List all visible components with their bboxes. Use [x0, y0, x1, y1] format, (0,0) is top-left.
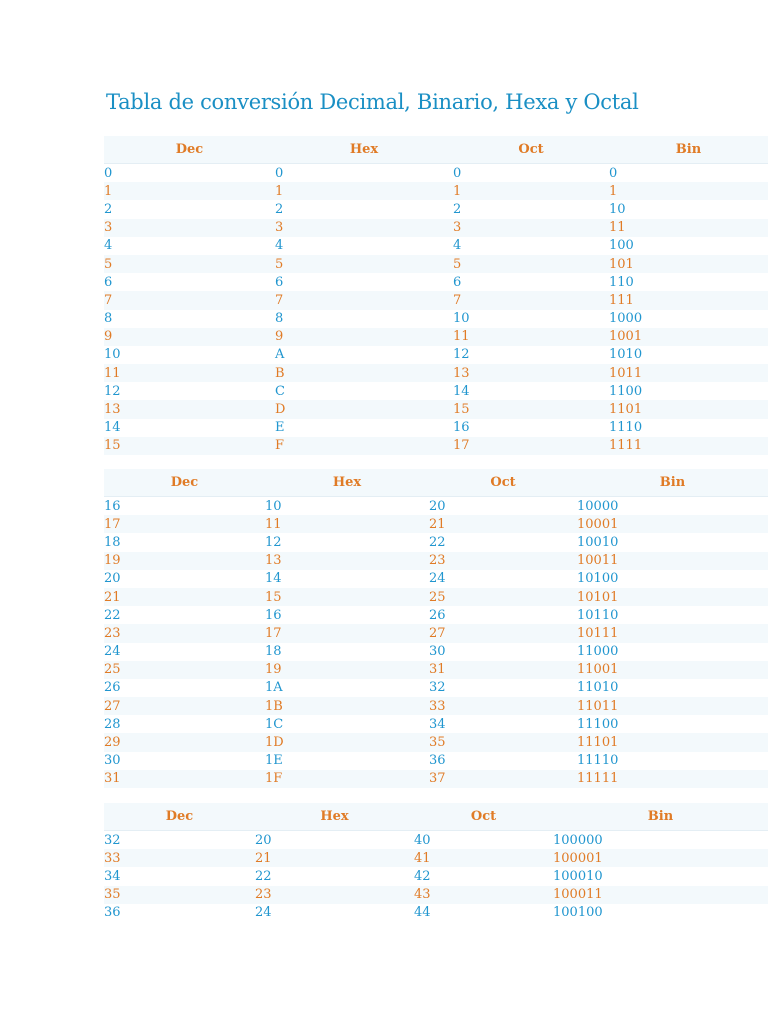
bin-cell: 11111	[577, 770, 768, 788]
table-row	[104, 904, 768, 922]
hex-cell: 1C	[265, 715, 429, 733]
oct-cell: 2	[453, 200, 609, 218]
hex-cell: 21	[255, 849, 414, 867]
oct-cell: 40	[414, 831, 553, 850]
table-row	[104, 570, 768, 588]
bin-cell: 1011	[609, 364, 768, 382]
oct-cell: 13	[453, 364, 609, 382]
table-row	[104, 588, 768, 606]
oct-cell: 27	[429, 624, 577, 642]
oct-cell: 3	[453, 219, 609, 237]
oct-cell: 21	[429, 515, 577, 533]
hex-cell: 13	[265, 552, 429, 570]
hex-cell: 8	[275, 310, 453, 328]
oct-cell: 23	[429, 552, 577, 570]
hex-cell: 18	[265, 643, 429, 661]
dec-cell: 3	[104, 219, 275, 237]
table-row	[104, 515, 768, 533]
dec-cell: 23	[104, 624, 265, 642]
bin-cell: 100001	[553, 849, 768, 867]
hex-cell: 20	[255, 831, 414, 850]
dec-cell: 17	[104, 515, 265, 533]
hex-cell: 10	[265, 497, 429, 516]
table-row	[104, 715, 768, 733]
oct-cell: 20	[429, 497, 577, 516]
dec-cell: 10	[104, 346, 275, 364]
hex-cell: 4	[275, 237, 453, 255]
dec-cell: 1	[104, 182, 275, 200]
oct-cell: 12	[453, 346, 609, 364]
table-header-row	[104, 803, 768, 831]
bin-cell: 1000	[609, 310, 768, 328]
table-row	[104, 886, 768, 904]
bin-cell: 11100	[577, 715, 768, 733]
table-row	[104, 643, 768, 661]
oct-cell: 32	[429, 679, 577, 697]
table-row	[104, 237, 768, 255]
hex-cell: 12	[265, 533, 429, 551]
bin-cell: 100010	[553, 867, 768, 885]
bin-cell: 10110	[577, 606, 768, 624]
hex-cell: 1A	[265, 679, 429, 697]
dec-cell: 7	[104, 291, 275, 309]
oct-cell: 42	[414, 867, 553, 885]
hex-cell: B	[275, 364, 453, 382]
oct-cell: 35	[429, 733, 577, 751]
table-row	[104, 273, 768, 291]
oct-cell: 17	[453, 437, 609, 455]
oct-cell: 16	[453, 419, 609, 437]
table-row	[104, 606, 768, 624]
table-row	[104, 328, 768, 346]
bin-cell: 100011	[553, 886, 768, 904]
bin-cell: 10	[609, 200, 768, 218]
header-oct: Oct	[453, 136, 609, 164]
oct-cell: 37	[429, 770, 577, 788]
oct-cell: 5	[453, 255, 609, 273]
bin-cell: 10101	[577, 588, 768, 606]
oct-cell: 31	[429, 661, 577, 679]
hex-cell: C	[275, 382, 453, 400]
table-row	[104, 200, 768, 218]
dec-cell: 29	[104, 733, 265, 751]
bin-cell: 1100	[609, 382, 768, 400]
hex-cell: 5	[275, 255, 453, 273]
hex-cell: 0	[275, 164, 453, 183]
header-bin: Bin	[553, 803, 768, 831]
dec-cell: 31	[104, 770, 265, 788]
table-row	[104, 552, 768, 570]
bin-cell: 101	[609, 255, 768, 273]
oct-cell: 0	[453, 164, 609, 183]
dec-cell: 32	[104, 831, 255, 850]
dec-cell: 5	[104, 255, 275, 273]
dec-cell: 25	[104, 661, 265, 679]
conversion-table-3	[104, 803, 768, 922]
table-row	[104, 400, 768, 418]
bin-cell: 10111	[577, 624, 768, 642]
hex-cell: 1D	[265, 733, 429, 751]
dec-cell: 18	[104, 533, 265, 551]
dec-cell: 0	[104, 164, 275, 183]
dec-cell: 11	[104, 364, 275, 382]
oct-cell: 43	[414, 886, 553, 904]
bin-cell: 10100	[577, 570, 768, 588]
table-row	[104, 661, 768, 679]
table-row	[104, 770, 768, 788]
oct-cell: 6	[453, 273, 609, 291]
table-row	[104, 364, 768, 382]
oct-cell: 24	[429, 570, 577, 588]
conversion-table-2	[104, 469, 768, 788]
hex-cell: 14	[265, 570, 429, 588]
hex-cell: 22	[255, 867, 414, 885]
table-row	[104, 255, 768, 273]
table-row	[104, 533, 768, 551]
table-row	[104, 346, 768, 364]
hex-cell: 7	[275, 291, 453, 309]
dec-cell: 2	[104, 200, 275, 218]
hex-cell: 11	[265, 515, 429, 533]
dec-cell: 13	[104, 400, 275, 418]
table-row	[104, 497, 768, 516]
bin-cell: 10001	[577, 515, 768, 533]
bin-cell: 111	[609, 291, 768, 309]
table-row	[104, 867, 768, 885]
oct-cell: 7	[453, 291, 609, 309]
header-bin: Bin	[577, 469, 768, 497]
conversion-table-1	[104, 136, 768, 455]
bin-cell: 100000	[553, 831, 768, 850]
oct-cell: 14	[453, 382, 609, 400]
bin-cell: 1101	[609, 400, 768, 418]
dec-cell: 24	[104, 643, 265, 661]
dec-cell: 9	[104, 328, 275, 346]
bin-cell: 100	[609, 237, 768, 255]
hex-cell: 1F	[265, 770, 429, 788]
table-row	[104, 752, 768, 770]
header-dec: Dec	[104, 803, 255, 831]
bin-cell: 110	[609, 273, 768, 291]
table-header-row	[104, 136, 768, 164]
hex-cell: 1B	[265, 697, 429, 715]
header-hex: Hex	[265, 469, 429, 497]
header-dec: Dec	[104, 136, 275, 164]
oct-cell: 34	[429, 715, 577, 733]
header-bin: Bin	[609, 136, 768, 164]
table-row	[104, 437, 768, 455]
hex-cell: 6	[275, 273, 453, 291]
dec-cell: 22	[104, 606, 265, 624]
oct-cell: 10	[453, 310, 609, 328]
bin-cell: 11110	[577, 752, 768, 770]
dec-cell: 12	[104, 382, 275, 400]
hex-cell: 16	[265, 606, 429, 624]
table-row	[104, 849, 768, 867]
bin-cell: 11101	[577, 733, 768, 751]
table-row	[104, 733, 768, 751]
header-dec: Dec	[104, 469, 265, 497]
bin-cell: 0	[609, 164, 768, 183]
hex-cell: 2	[275, 200, 453, 218]
bin-cell: 10000	[577, 497, 768, 516]
dec-cell: 34	[104, 867, 255, 885]
hex-cell: F	[275, 437, 453, 455]
bin-cell: 10011	[577, 552, 768, 570]
table-row	[104, 219, 768, 237]
table-row	[104, 182, 768, 200]
hex-cell: 1	[275, 182, 453, 200]
bin-cell: 11011	[577, 697, 768, 715]
hex-cell: E	[275, 419, 453, 437]
bin-cell: 11001	[577, 661, 768, 679]
table-row	[104, 679, 768, 697]
hex-cell: 17	[265, 624, 429, 642]
bin-cell: 11010	[577, 679, 768, 697]
oct-cell: 44	[414, 904, 553, 922]
oct-cell: 11	[453, 328, 609, 346]
oct-cell: 30	[429, 643, 577, 661]
dec-cell: 16	[104, 497, 265, 516]
header-hex: Hex	[275, 136, 453, 164]
dec-cell: 14	[104, 419, 275, 437]
dec-cell: 26	[104, 679, 265, 697]
table-row	[104, 831, 768, 850]
dec-cell: 36	[104, 904, 255, 922]
hex-cell: 15	[265, 588, 429, 606]
header-oct: Oct	[429, 469, 577, 497]
dec-cell: 28	[104, 715, 265, 733]
table-row	[104, 419, 768, 437]
table-row	[104, 310, 768, 328]
header-oct: Oct	[414, 803, 553, 831]
dec-cell: 21	[104, 588, 265, 606]
bin-cell: 1001	[609, 328, 768, 346]
dec-cell: 35	[104, 886, 255, 904]
hex-cell: 9	[275, 328, 453, 346]
oct-cell: 36	[429, 752, 577, 770]
dec-cell: 27	[104, 697, 265, 715]
oct-cell: 15	[453, 400, 609, 418]
dec-cell: 8	[104, 310, 275, 328]
bin-cell: 11000	[577, 643, 768, 661]
table-row	[104, 697, 768, 715]
hex-cell: 23	[255, 886, 414, 904]
dec-cell: 30	[104, 752, 265, 770]
table-row	[104, 164, 768, 183]
hex-cell: 19	[265, 661, 429, 679]
dec-cell: 15	[104, 437, 275, 455]
bin-cell: 1	[609, 182, 768, 200]
table-row	[104, 382, 768, 400]
bin-cell: 1010	[609, 346, 768, 364]
oct-cell: 4	[453, 237, 609, 255]
dec-cell: 19	[104, 552, 265, 570]
dec-cell: 6	[104, 273, 275, 291]
hex-cell: 3	[275, 219, 453, 237]
bin-cell: 1111	[609, 437, 768, 455]
bin-cell: 11	[609, 219, 768, 237]
oct-cell: 22	[429, 533, 577, 551]
bin-cell: 1110	[609, 419, 768, 437]
oct-cell: 33	[429, 697, 577, 715]
bin-cell: 100100	[553, 904, 768, 922]
table-row	[104, 624, 768, 642]
oct-cell: 41	[414, 849, 553, 867]
dec-cell: 20	[104, 570, 265, 588]
table-row	[104, 291, 768, 309]
dec-cell: 33	[104, 849, 255, 867]
oct-cell: 1	[453, 182, 609, 200]
header-hex: Hex	[255, 803, 414, 831]
hex-cell: A	[275, 346, 453, 364]
hex-cell: D	[275, 400, 453, 418]
page-title: Tabla de conversión Decimal, Binario, Hexa y Octal	[106, 90, 639, 114]
dec-cell: 4	[104, 237, 275, 255]
oct-cell: 25	[429, 588, 577, 606]
bin-cell: 10010	[577, 533, 768, 551]
hex-cell: 1E	[265, 752, 429, 770]
table-header-row	[104, 469, 768, 497]
hex-cell: 24	[255, 904, 414, 922]
oct-cell: 26	[429, 606, 577, 624]
